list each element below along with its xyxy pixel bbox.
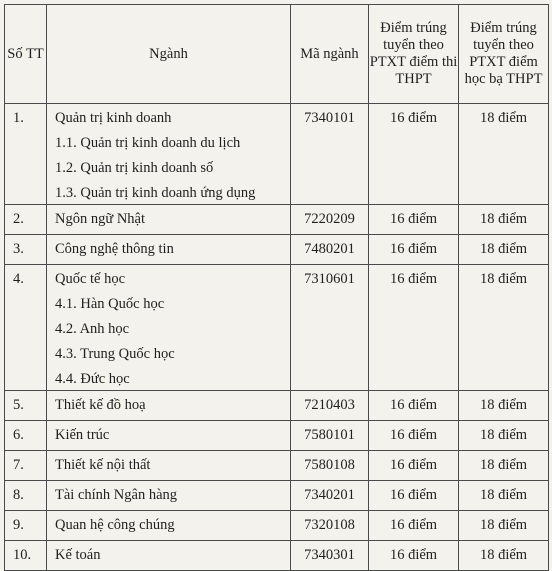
cell-stt (5, 511, 47, 541)
cell-diem-hoc-ba-text: 18 điểm (479, 517, 528, 533)
cell-diem-thpt (369, 421, 459, 451)
cell-diem-hoc-ba-text: 18 điểm (479, 271, 528, 287)
cell-diem-hoc-ba (459, 235, 549, 265)
sub-major: 1.3. Quản trị kinh doanh ứng dụng (55, 185, 256, 201)
table-row (5, 104, 549, 205)
cell-nganh-text: Ngôn ngữ Nhật (55, 211, 146, 227)
cell-nganh (47, 451, 291, 481)
cell-stt (5, 205, 47, 235)
cell-stt (5, 451, 47, 481)
cell-stt-text: 4. (13, 271, 24, 287)
cell-nganh (47, 421, 291, 451)
sub-major: 1.2. Quản trị kinh doanh số (55, 160, 214, 176)
cell-stt-text: 3. (13, 241, 24, 257)
cell-stt (5, 421, 47, 451)
sub-major: 1.1. Quản trị kinh doanh du lịch (55, 135, 241, 151)
cell-stt-text: 10. (13, 547, 32, 563)
table-row (5, 235, 549, 265)
cell-ma-nganh-text: 7340301 (304, 547, 355, 563)
cell-stt-text: 8. (13, 487, 24, 503)
cell-nganh-text: Kế toán (55, 547, 101, 563)
cell-diem-hoc-ba (459, 104, 549, 205)
cell-stt-text: 6. (13, 427, 24, 443)
cell-diem-hoc-ba (459, 541, 549, 571)
cell-diem-hoc-ba-text: 18 điểm (479, 241, 528, 257)
cell-diem-thpt-text: 16 điểm (389, 427, 438, 443)
cell-ma-nganh (291, 391, 369, 421)
cell-diem-thpt-text: 16 điểm (389, 271, 438, 287)
cell-nganh (47, 205, 291, 235)
cell-stt-text: 2. (13, 211, 24, 227)
cell-diem-thpt (369, 104, 459, 205)
cell-ma-nganh (291, 481, 369, 511)
cell-diem-hoc-ba-text: 18 điểm (479, 427, 528, 443)
table-row (5, 391, 549, 421)
header-ma-nganh: Mã ngành (291, 5, 369, 104)
cell-ma-nganh (291, 235, 369, 265)
cell-nganh (47, 511, 291, 541)
cell-diem-thpt (369, 541, 459, 571)
cell-ma-nganh-text: 7340101 (304, 110, 355, 126)
cell-stt (5, 391, 47, 421)
cell-diem-hoc-ba (459, 205, 549, 235)
cell-diem-hoc-ba (459, 481, 549, 511)
cell-ma-nganh-text: 7340201 (304, 487, 355, 503)
cell-ma-nganh (291, 205, 369, 235)
cell-stt-text: 9. (13, 517, 24, 533)
cell-stt (5, 541, 47, 571)
cell-ma-nganh-text: 7480201 (304, 241, 355, 257)
cell-nganh (47, 481, 291, 511)
cell-stt-text: 7. (13, 457, 24, 473)
cell-diem-hoc-ba-text: 18 điểm (479, 397, 528, 413)
cell-stt (5, 481, 47, 511)
cell-diem-hoc-ba (459, 421, 549, 451)
cell-diem-thpt-text: 16 điểm (389, 241, 438, 257)
cell-nganh-text: Thiết kế đồ hoạ (55, 397, 146, 413)
cell-diem-thpt (369, 511, 459, 541)
sub-major: 4.4. Đức học (55, 371, 130, 387)
cell-ma-nganh-text: 7210403 (304, 397, 355, 413)
table-row (5, 205, 549, 235)
cell-diem-hoc-ba (459, 511, 549, 541)
cell-diem-hoc-ba-text: 18 điểm (479, 110, 528, 126)
cell-diem-hoc-ba (459, 391, 549, 421)
table-header-row (5, 5, 549, 104)
cell-diem-thpt-text: 16 điểm (389, 211, 438, 227)
cell-ma-nganh-text: 7310601 (304, 271, 355, 287)
header-diem-hoc-ba: Điểm trúng tuyển theo PTXT điểm học bạ THPT (459, 5, 549, 104)
table-row (5, 481, 549, 511)
header-diem-thpt: Điểm trúng tuyển theo PTXT điểm thi THPT (369, 5, 459, 104)
cell-nganh-text: Quốc tế học (55, 271, 126, 287)
cell-ma-nganh-text: 7220209 (304, 211, 355, 227)
cell-ma-nganh-text: 7320108 (304, 517, 355, 533)
cell-stt-text: 5. (13, 397, 24, 413)
cell-stt-text: 1. (13, 110, 24, 126)
cell-ma-nganh (291, 451, 369, 481)
cell-nganh-text: Công nghệ thông tin (55, 241, 174, 257)
cell-stt (5, 104, 47, 205)
cell-nganh-text: Quan hệ công chúng (55, 517, 175, 533)
cell-diem-hoc-ba-text: 18 điểm (479, 457, 528, 473)
admission-scores-table (4, 4, 549, 571)
sub-major: 4.3. Trung Quốc học (55, 346, 175, 362)
cell-diem-hoc-ba (459, 265, 549, 391)
cell-diem-thpt (369, 451, 459, 481)
cell-diem-thpt-text: 16 điểm (389, 517, 438, 533)
cell-diem-thpt-text: 16 điểm (389, 547, 438, 563)
table-row (5, 451, 549, 481)
cell-diem-hoc-ba-text: 18 điểm (479, 487, 528, 503)
cell-diem-hoc-ba (459, 451, 549, 481)
cell-nganh (47, 541, 291, 571)
cell-diem-thpt-text: 16 điểm (389, 457, 438, 473)
cell-diem-thpt (369, 391, 459, 421)
header-stt: Số TT (5, 5, 47, 104)
cell-ma-nganh-text: 7580101 (304, 427, 355, 443)
cell-diem-hoc-ba-text: 18 điểm (479, 547, 528, 563)
cell-ma-nganh (291, 511, 369, 541)
cell-nganh-text: Tài chính Ngân hàng (55, 487, 178, 503)
table-row (5, 541, 549, 571)
cell-nganh-text: Kiến trúc (55, 427, 110, 443)
header-nganh: Ngành (47, 5, 291, 104)
cell-ma-nganh-text: 7580108 (304, 457, 355, 473)
table-row (5, 511, 549, 541)
sub-major: 4.1. Hàn Quốc học (55, 296, 165, 312)
table-body (5, 104, 549, 571)
cell-stt (5, 235, 47, 265)
cell-nganh (47, 265, 291, 391)
cell-diem-thpt-text: 16 điểm (389, 110, 438, 126)
cell-diem-thpt-text: 16 điểm (389, 397, 438, 413)
cell-diem-thpt-text: 16 điểm (389, 487, 438, 503)
table-row (5, 421, 549, 451)
cell-nganh-text: Thiết kế nội thất (55, 457, 151, 473)
cell-nganh-text: Quản trị kinh doanh (55, 110, 172, 126)
cell-ma-nganh (291, 265, 369, 391)
cell-nganh (47, 235, 291, 265)
cell-ma-nganh (291, 421, 369, 451)
sub-major: 4.2. Anh học (55, 321, 130, 337)
cell-stt (5, 265, 47, 391)
table-row (5, 265, 549, 391)
cell-diem-thpt (369, 235, 459, 265)
cell-nganh (47, 104, 291, 205)
cell-diem-thpt (369, 265, 459, 391)
cell-diem-thpt (369, 481, 459, 511)
cell-diem-thpt (369, 205, 459, 235)
cell-ma-nganh (291, 541, 369, 571)
cell-diem-hoc-ba-text: 18 điểm (479, 211, 528, 227)
cell-ma-nganh (291, 104, 369, 205)
cell-nganh (47, 391, 291, 421)
